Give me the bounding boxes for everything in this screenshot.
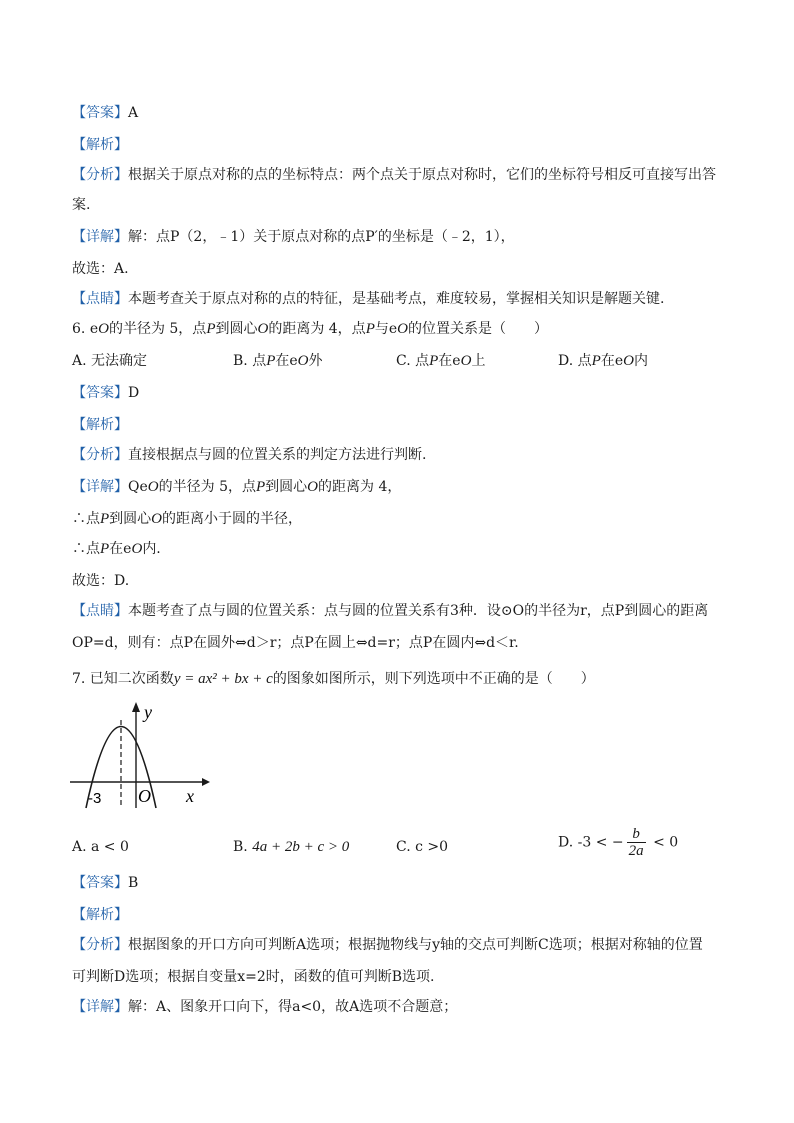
comment-line: 【点睛】本题考查关于原点对称的点的特征，是基础考点，难度较易，掌握相关知识是解题关键. (72, 291, 665, 307)
answer-line: 【答案】B (72, 875, 139, 891)
q7-option-b: B. 4a + 2b + c > 0 (233, 839, 350, 855)
y-axis-label: y (144, 702, 152, 722)
option-a: A. 无法确定 (72, 353, 148, 369)
analysis-line: 【分析】根据关于原点对称的点的坐标特点：两个点关于原点对称时，它们的坐标符号相反可直接写出答 (72, 167, 716, 183)
option-d: D. 点P在eO内 (558, 353, 648, 369)
comment-line: 【点睛】本题考查了点与圆的位置关系：点与圆的位置关系有3种．设⊙O的半径为r，点P到圆心的距离 (72, 603, 709, 619)
answer-line: 【答案】D (72, 385, 140, 401)
fraction: $\frac{b}{2a}$ (628, 826, 644, 859)
x-axis-label: x (186, 786, 194, 806)
question-7: 7. 已知二次函数y = ax² + bx + c的图象如图所示，则下列选项中不正确的是（ ） (72, 671, 595, 687)
answer-line (72, 104, 138, 122)
parabola-graph (68, 698, 218, 810)
question-6: 6. eO的半径为 5，点P到圆心O的距离为 4，点P与eO的位置关系是（ ） (72, 321, 548, 337)
analysis-heading: 【解析】 (72, 907, 128, 923)
y-axis-arrow (132, 702, 140, 712)
analysis-heading: 【解析】 (72, 137, 128, 153)
step-line: ∴点P在eO内. (72, 541, 161, 557)
analysis-heading: 【解析】 (72, 417, 128, 433)
q7-formula: y = ax² + bx + c (173, 671, 273, 687)
detail-line: 【详解】解：点P（2，﹣1）关于原点对称的点P′的坐标是（﹣2，1）， (72, 229, 515, 245)
x-axis-arrow (202, 778, 210, 786)
answer-tag: 【答案】 (72, 105, 128, 121)
step-line: ∴点P到圆心O的距离小于圆的半径， (72, 511, 303, 527)
answer-text: A (128, 105, 139, 121)
detail-line: 【详解】解：A、图象开口向下，得a<0，故A选项不合题意； (72, 999, 458, 1015)
origin-label: O (138, 786, 151, 806)
analysis-line-cont: 案. (72, 197, 91, 213)
choose-line: 故选：A. (72, 261, 129, 277)
q7-option-d: D. -3 < − $\frac{b}{2a}$ < 0 (558, 826, 679, 859)
q7-option-c: C. c >0 (396, 839, 449, 855)
option-c: C. 点P在eO上 (396, 353, 486, 369)
option-b: B. 点P在eO外 (233, 353, 323, 369)
comment-line-cont: OP=d，则有：点P在圆外⇔d＞r；点P在圆上⇔d=r；点P在圆内⇔d＜r. (72, 635, 519, 651)
analysis-line-cont: 可判断D选项；根据自变量x=2时，函数的值可判断B选项. (72, 969, 435, 985)
analysis-line: 【分析】直接根据点与圆的位置关系的判定方法进行判断. (72, 447, 427, 463)
neg3-label: -3 (88, 790, 102, 807)
q7-option-a: A. a < 0 (72, 839, 129, 855)
analysis-line: 【分析】根据图象的开口方向可判断A选项；根据抛物线与y轴的交点可判断C选项；根据对称轴的位置 (72, 937, 703, 953)
choose-line: 故选：D. (72, 573, 130, 589)
detail-line: 【详解】QeO的半径为 5，点P到圆心O的距离为 4， (72, 479, 402, 495)
